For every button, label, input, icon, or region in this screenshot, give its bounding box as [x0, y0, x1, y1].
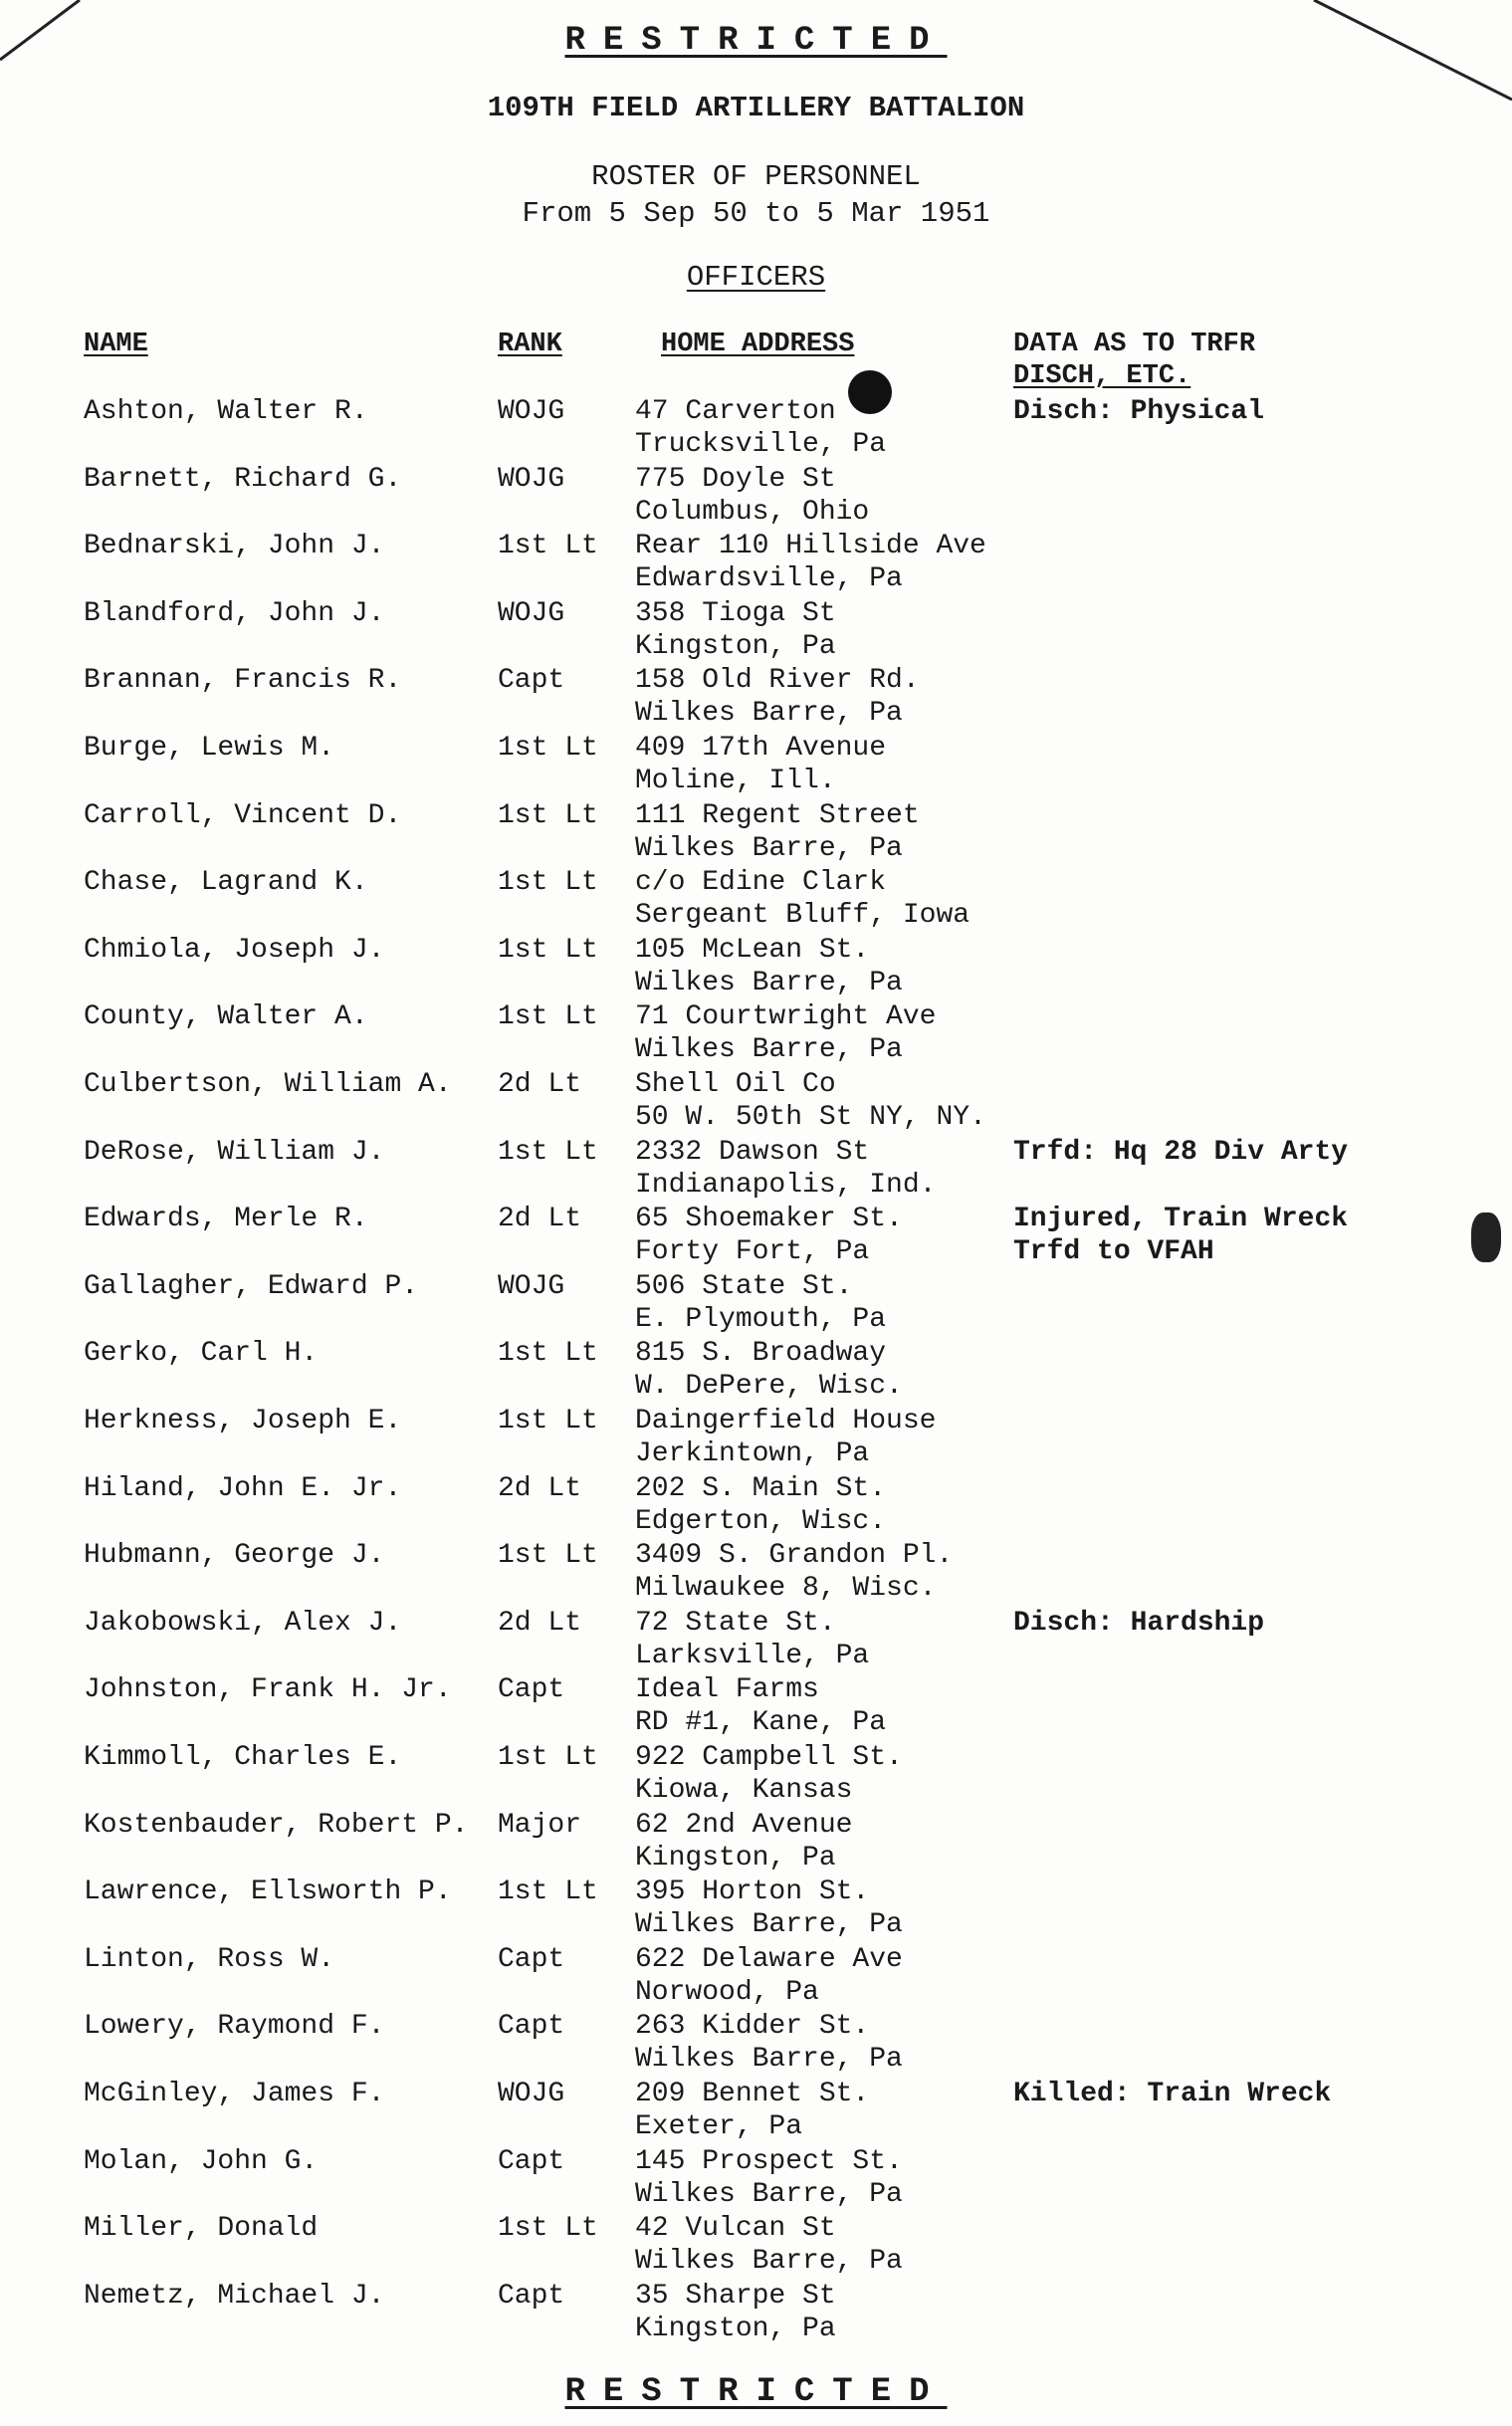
officer-name: Blandford, John J. — [84, 597, 385, 629]
officer-name: Kimmoll, Charles E. — [84, 1742, 402, 1773]
officer-name: Culbertson, William A. — [84, 1069, 452, 1100]
address-line2: Wilkes Barre, Pa — [635, 698, 903, 730]
officer-rank: WOJG — [498, 597, 565, 629]
roster-row — [0, 1406, 1512, 1473]
header-name: NAME — [84, 330, 148, 359]
roster-row — [0, 1271, 1512, 1339]
address-line1: Ideal Farms — [635, 1674, 819, 1706]
address-line2: Wilkes Barre, Pa — [635, 2246, 903, 2278]
address-line2: Exeter, Pa — [635, 2111, 803, 2142]
unit-title: 109TH FIELD ARTILLERY BATTALION — [487, 92, 1025, 124]
address-line1: 42 Vulcan St — [635, 2213, 836, 2245]
officer-rank: 2d Lt — [498, 1069, 582, 1100]
roster-row — [0, 1876, 1512, 1944]
roster-row — [0, 1473, 1512, 1541]
officer-name: Burge, Lewis M. — [84, 733, 335, 764]
address-line1: 47 Carverton — [635, 396, 836, 427]
roster-row — [0, 2213, 1512, 2281]
roster-row — [0, 1540, 1512, 1608]
address-line1: 62 2nd Avenue — [635, 1809, 853, 1841]
officer-rank: Capt — [498, 2280, 565, 2312]
roster-row — [0, 2146, 1512, 2214]
status-note-line1: Disch: Hardship — [1013, 1607, 1265, 1639]
roster-row — [0, 800, 1512, 868]
address-line1: 35 Sharpe St — [635, 2280, 836, 2312]
officer-name: Miller, Donald — [84, 2213, 319, 2245]
officer-name: Molan, John G. — [84, 2145, 319, 2177]
officer-rank: 1st Lt — [498, 733, 598, 764]
address-line2: 50 W. 50th St NY, NY. — [635, 1102, 986, 1133]
officer-rank: 1st Lt — [498, 2213, 598, 2245]
address-line1: 2332 Dawson St — [635, 1136, 870, 1168]
roster-row — [0, 1137, 1512, 1205]
address-line1: 209 Bennet St. — [635, 2079, 870, 2109]
address-line2: Wilkes Barre, Pa — [635, 832, 903, 864]
address-line1: 409 17th Avenue — [635, 733, 887, 764]
address-line2: Kiowa, Kansas — [635, 1775, 853, 1806]
address-line2: Edwardsville, Pa — [635, 563, 903, 595]
address-line1: 395 Horton St. — [635, 1876, 870, 1908]
address-line1: 145 Prospect St. — [635, 2145, 903, 2177]
officer-name: Brannan, Francis R. — [84, 665, 402, 697]
officer-name: Edwards, Merle R. — [84, 1204, 368, 1235]
officer-name: Kostenbauder, Robert P. — [84, 1809, 469, 1841]
officer-rank: WOJG — [498, 2079, 565, 2109]
officer-name: Chmiola, Joseph J. — [84, 934, 385, 966]
roster-row — [0, 1810, 1512, 1877]
roster-row — [0, 1608, 1512, 1675]
officer-name: Hiland, John E. Jr. — [84, 1472, 402, 1504]
officer-name: Hubmann, George J. — [84, 1540, 385, 1572]
address-line2: Larksville, Pa — [635, 1640, 870, 1671]
officer-rank: 1st Lt — [498, 867, 598, 899]
roster-row — [0, 867, 1512, 935]
address-line2: Kingston, Pa — [635, 2313, 836, 2344]
address-line2: Wilkes Barre, Pa — [635, 1909, 903, 1941]
roster-row — [0, 1742, 1512, 1810]
officer-name: DeRose, William J. — [84, 1136, 385, 1168]
header-rank: RANK — [498, 330, 562, 359]
officer-name: Bednarski, John J. — [84, 531, 385, 562]
officer-name: Herkness, Joseph E. — [84, 1406, 402, 1436]
address-line2: Wilkes Barre, Pa — [635, 967, 903, 998]
officer-rank: Major — [498, 1809, 582, 1841]
address-line1: 72 State St. — [635, 1607, 836, 1639]
status-note-line1: Injured, Train Wreck — [1013, 1204, 1349, 1235]
roster-row — [0, 1674, 1512, 1742]
roster-row — [0, 2011, 1512, 2079]
period-line: From 5 Sep 50 to 5 Mar 1951 — [522, 197, 990, 230]
roster-row — [0, 1204, 1512, 1271]
address-line2: Moline, Ill. — [635, 766, 836, 796]
address-line1: Rear 110 Hillside Ave — [635, 531, 986, 562]
address-line2: Indianapolis, Ind. — [635, 1169, 937, 1201]
officer-name: Johnston, Frank H. Jr. — [84, 1674, 452, 1706]
document-title: ROSTER OF PERSONNEL — [591, 160, 921, 193]
address-line2: Wilkes Barre, Pa — [635, 1034, 903, 1066]
officer-rank: 1st Lt — [498, 1540, 598, 1572]
officer-name: Linton, Ross W. — [84, 1943, 335, 1975]
header-address: HOME ADDRESS — [661, 330, 855, 359]
roster-row — [0, 665, 1512, 733]
address-line2: W. DePere, Wisc. — [635, 1371, 903, 1403]
address-line2: Kingston, Pa — [635, 1842, 836, 1874]
address-line1: 3409 S. Grandon Pl. — [635, 1540, 954, 1572]
officer-rank: 2d Lt — [498, 1204, 582, 1235]
officer-rank: 2d Lt — [498, 1472, 582, 1504]
officer-name: Lawrence, Ellsworth P. — [84, 1876, 452, 1908]
officer-name: Chase, Lagrand K. — [84, 867, 368, 899]
officer-rank: 1st Lt — [498, 1001, 598, 1033]
roster-row — [0, 1944, 1512, 2012]
status-note-line1: Disch: Physical — [1013, 396, 1265, 427]
classification-bottom: RESTRICTED — [564, 2373, 948, 2411]
roster-row — [0, 464, 1512, 532]
status-note-line1: Killed: Train Wreck — [1013, 2079, 1332, 2109]
officer-rank: 1st Lt — [498, 1338, 598, 1370]
address-line2: Milwaukee 8, Wisc. — [635, 1573, 937, 1605]
officer-rank: 1st Lt — [498, 934, 598, 966]
officer-name: Ashton, Walter R. — [84, 396, 368, 427]
address-line1: 202 S. Main St. — [635, 1472, 887, 1504]
officer-rank: Capt — [498, 1943, 565, 1975]
roster-row — [0, 531, 1512, 598]
roster-row — [0, 935, 1512, 1002]
officer-name: McGinley, James F. — [84, 2079, 385, 2109]
roster-row — [0, 1001, 1512, 1069]
address-line1: 158 Old River Rd. — [635, 665, 920, 697]
header-data-line1: DATA AS TO TRFR — [1013, 330, 1256, 359]
officer-name: Carroll, Vincent D. — [84, 799, 402, 831]
officer-rank: 1st Lt — [498, 1406, 598, 1436]
address-line1: 775 Doyle St — [635, 463, 836, 495]
address-line1: 922 Campbell St. — [635, 1742, 903, 1773]
officer-rank: WOJG — [498, 396, 565, 427]
address-line1: 622 Delaware Ave — [635, 1943, 903, 1975]
officer-rank: 1st Lt — [498, 531, 598, 562]
address-line2: Sergeant Bluff, Iowa — [635, 900, 971, 932]
address-line2: Forty Fort, Pa — [635, 1236, 870, 1268]
officer-rank: 1st Lt — [498, 799, 598, 831]
address-line2: Wilkes Barre, Pa — [635, 2178, 903, 2210]
officer-rank: WOJG — [498, 463, 565, 495]
officer-name: Gallagher, Edward P. — [84, 1270, 419, 1302]
officer-rank: Capt — [498, 2011, 565, 2043]
officer-name: Nemetz, Michael J. — [84, 2280, 385, 2312]
address-line1: 815 S. Broadway — [635, 1338, 887, 1370]
address-line1: 111 Regent Street — [635, 799, 920, 831]
status-note-line2: Trfd to VFAH — [1013, 1236, 1214, 1268]
address-line1: 105 McLean St. — [635, 934, 870, 966]
classification-top: RESTRICTED — [564, 22, 948, 60]
officer-rank: 1st Lt — [498, 1876, 598, 1908]
roster-row — [0, 396, 1512, 464]
address-line2: RD #1, Kane, Pa — [635, 1707, 887, 1739]
address-line2: Kingston, Pa — [635, 630, 836, 662]
address-line2: Trucksville, Pa — [635, 429, 887, 460]
address-line2: E. Plymouth, Pa — [635, 1303, 887, 1335]
officer-rank: Capt — [498, 2145, 565, 2177]
address-line1: c/o Edine Clark — [635, 867, 887, 899]
address-line1: 358 Tioga St — [635, 597, 836, 629]
section-title: OFFICERS — [686, 261, 826, 294]
address-line2: Edgerton, Wisc. — [635, 1505, 887, 1537]
officer-rank: 1st Lt — [498, 1742, 598, 1773]
officer-name: Barnett, Richard G. — [84, 463, 402, 495]
officer-rank: Capt — [498, 1674, 565, 1706]
address-line2: Norwood, Pa — [635, 1976, 819, 2008]
address-line2: Columbus, Ohio — [635, 496, 870, 528]
officer-rank: 1st Lt — [498, 1136, 598, 1168]
officer-name: Jakobowski, Alex J. — [84, 1607, 402, 1639]
roster-row — [0, 2079, 1512, 2146]
address-line1: 263 Kidder St. — [635, 2011, 870, 2043]
officer-rank: WOJG — [498, 1270, 565, 1302]
address-line2: Jerkintown, Pa — [635, 1438, 870, 1469]
status-note-line1: Trfd: Hq 28 Div Arty — [1013, 1136, 1349, 1168]
roster-row — [0, 1069, 1512, 1137]
address-line1: Daingerfield House — [635, 1406, 937, 1436]
officer-name: Lowery, Raymond F. — [84, 2011, 385, 2043]
officer-name: Gerko, Carl H. — [84, 1338, 319, 1370]
address-line2: Wilkes Barre, Pa — [635, 2044, 903, 2076]
officer-rank: Capt — [498, 665, 565, 697]
address-line1: Shell Oil Co — [635, 1069, 836, 1100]
officer-name: County, Walter A. — [84, 1001, 368, 1033]
roster-row — [0, 733, 1512, 800]
header-data-line2: DISCH, ETC. — [1013, 361, 1191, 391]
address-line1: 71 Courtwright Ave — [635, 1001, 937, 1033]
officer-rank: 2d Lt — [498, 1607, 582, 1639]
address-line1: 506 State St. — [635, 1270, 853, 1302]
address-line1: 65 Shoemaker St. — [635, 1204, 903, 1235]
roster-row — [0, 2281, 1512, 2348]
roster-row — [0, 1338, 1512, 1406]
roster-row — [0, 598, 1512, 666]
